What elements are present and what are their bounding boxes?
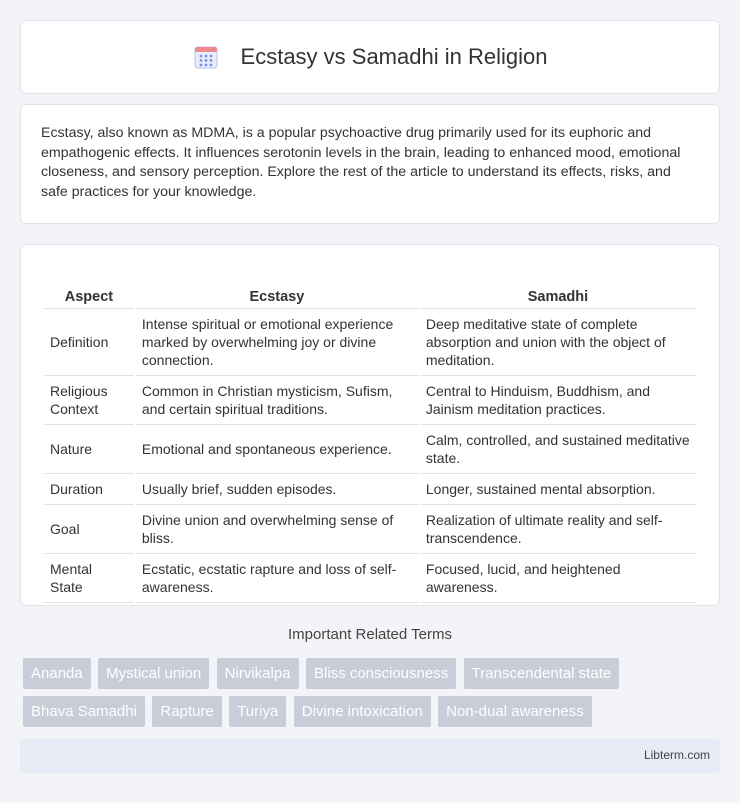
table-row — [44, 425, 696, 474]
comparison-table — [42, 265, 698, 603]
row-samadhi: Calm, controlled, and sustained meditative state. — [420, 425, 696, 474]
table-row — [44, 309, 696, 376]
row-samadhi: Deep meditative state of complete absorption and union with the object of meditation. — [420, 309, 696, 376]
row-samadhi: Longer, sustained mental absorption. — [420, 474, 696, 505]
related-tag[interactable]: Bhava Samadhi — [23, 696, 145, 727]
related-tag[interactable]: Mystical union — [98, 658, 209, 689]
header-card — [20, 20, 720, 94]
row-ecstasy: Intense spiritual or emotional experience marked by overwhelming joy or divine connection. — [136, 309, 418, 376]
table-row — [44, 474, 696, 505]
header-aspect: Aspect — [44, 265, 134, 309]
row-ecstasy: Emotional and spontaneous experience. — [136, 425, 418, 474]
row-aspect: Duration — [44, 474, 134, 505]
row-aspect: Definition — [44, 309, 134, 376]
table-row — [44, 505, 696, 554]
table-header-row — [44, 265, 696, 309]
row-samadhi: Central to Hinduism, Buddhism, and Jainism meditation practices. — [420, 376, 696, 425]
related-terms-title: Important Related Terms — [288, 626, 452, 643]
intro-text: Ecstasy, also known as MDMA, is a popular psychoactive drug primarily used for its euphoric and empathogenic effects. It influences serotonin levels in the brain, leading to enhanced mood, emotional closeness, and sensory perception. Explore the rest of the article to understand its effects, risks, and safe practices for your knowledge. — [41, 125, 681, 200]
row-ecstasy: Common in Christian mysticism, Sufism, and certain spiritual traditions. — [136, 376, 418, 425]
intro-card — [20, 104, 720, 224]
header-samadhi: Samadhi — [420, 265, 696, 309]
related-tag[interactable]: Bliss consciousness — [306, 658, 456, 689]
row-ecstasy: Usually brief, sudden episodes. — [136, 474, 418, 505]
page-title: Ecstasy vs Samadhi in Religion — [240, 44, 548, 69]
row-ecstasy: Divine union and overwhelming sense of bliss. — [136, 505, 418, 554]
header-ecstasy: Ecstasy — [136, 265, 418, 309]
row-samadhi: Realization of ultimate reality and self-transcendence. — [420, 505, 696, 554]
footer-site-link[interactable]: Libterm.com — [643, 748, 710, 762]
row-aspect: Nature — [44, 425, 134, 474]
row-aspect: Religious Context — [44, 376, 134, 425]
related-tag[interactable]: Nirvikalpa — [217, 658, 299, 689]
related-tag[interactable]: Turiya — [229, 696, 286, 727]
related-tag[interactable]: Transcendental state — [464, 658, 620, 689]
table-row — [44, 376, 696, 425]
footer — [20, 739, 720, 773]
comparison-card — [20, 244, 720, 606]
related-tag[interactable]: Rapture — [152, 696, 221, 727]
row-aspect: Mental State — [44, 554, 134, 603]
row-aspect: Goal — [44, 505, 134, 554]
related-tag[interactable]: Divine intoxication — [294, 696, 431, 727]
related-terms-list — [23, 658, 723, 734]
row-ecstasy: Ecstatic, ecstatic rapture and loss of self-awareness. — [136, 554, 418, 603]
calendar-grid-icon — [193, 44, 219, 70]
related-tag[interactable]: Non-dual awareness — [438, 696, 592, 727]
related-tag[interactable]: Ananda — [23, 658, 91, 689]
table-row — [44, 554, 696, 603]
row-samadhi: Focused, lucid, and heightened awareness. — [420, 554, 696, 603]
